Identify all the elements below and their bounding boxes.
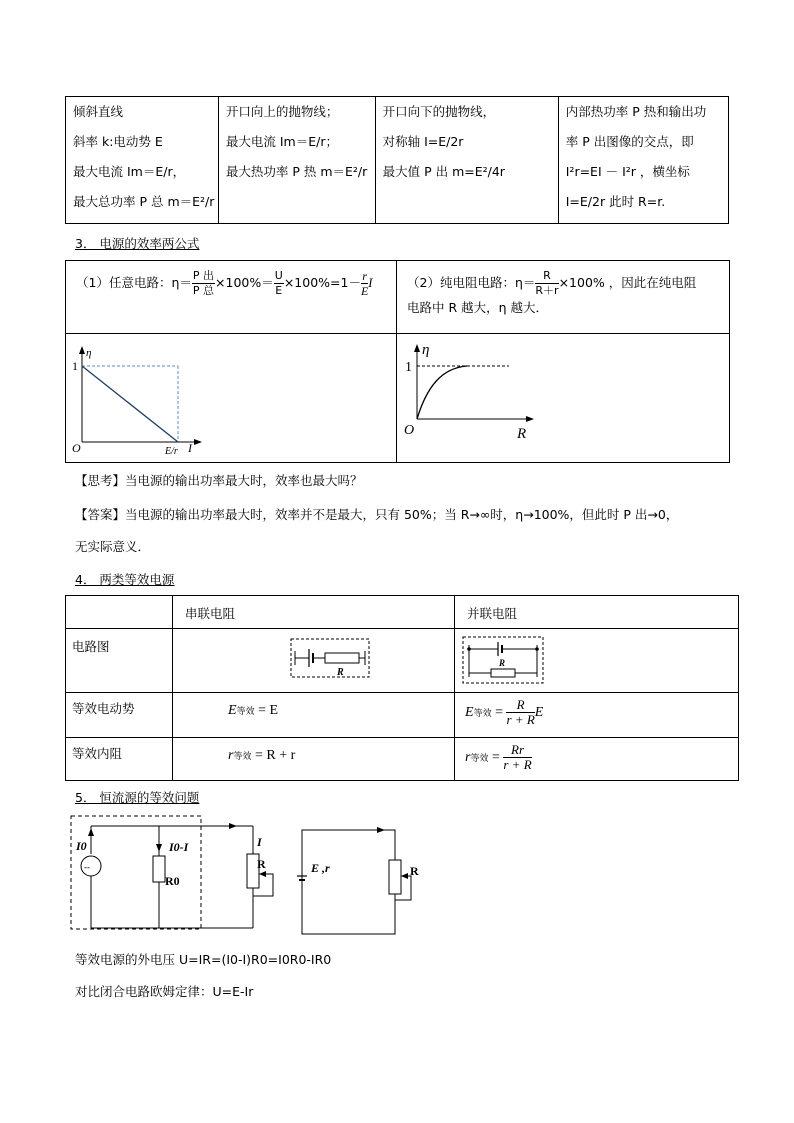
x-label: R [517, 426, 527, 442]
resistor [491, 669, 515, 677]
symbol-r: r [228, 748, 234, 763]
header-parallel: 并联电阻 [467, 606, 518, 621]
frac-den: r + R [506, 712, 535, 728]
y-label: η [86, 347, 92, 359]
x-axis-arrow [526, 416, 534, 422]
series-circuit-cell [173, 629, 455, 693]
symbol-E: E [534, 705, 544, 720]
frac-den: E [275, 284, 283, 297]
cell-downward-parabola [375, 97, 558, 224]
series-emf-cell [173, 693, 455, 738]
series-r-cell [173, 738, 455, 781]
formula-var: I [368, 276, 373, 290]
frac-num: R [535, 269, 558, 284]
text-line: 率 P 出图像的交点，即 [565, 134, 694, 149]
slider-arrow [401, 873, 408, 879]
origin-label: O [72, 441, 81, 455]
think-answer: 【答案】当电源的输出功率最大时，效率并不是最大，只有 50%；当 R→∞时，η→100%，但此时 P 出→0， [75, 507, 679, 522]
arrow-head [88, 828, 94, 836]
text-line: 最大电流 Im＝E/r； [225, 134, 338, 149]
cell-graph-linear [66, 334, 397, 463]
efficiency-vs-current-graph [66, 334, 396, 462]
row-label: 电路图 [72, 639, 110, 654]
think-answer-cont: 无实际意义． [75, 539, 151, 554]
cell-formula-general [66, 261, 397, 334]
section-heading: 4． 两类等效电源 [75, 572, 175, 587]
symbol-E: E [465, 705, 474, 720]
origin-label: O [404, 423, 415, 438]
resistor [325, 653, 359, 663]
header-cell-parallel [455, 596, 739, 629]
parallel-emf-cell: E等效 = $\frac{R}{r + R}$ E [455, 693, 739, 738]
x-axis-arrow [194, 439, 202, 445]
label-R0: R0 [165, 874, 180, 888]
text-line: 最大值 P 出 m=E²/4r [382, 164, 505, 179]
cell-upward-parabola [218, 97, 375, 224]
parallel-circuit-cell [455, 629, 739, 693]
header-cell-series [173, 596, 455, 629]
efficiency-line [82, 366, 178, 442]
series-r-value: = R + r [254, 748, 296, 763]
header-series: 串联电阻 [185, 606, 236, 621]
section-heading: 3． 电源的效率两公式 [75, 236, 200, 251]
text-line: 开口向下的抛物线， [382, 104, 496, 119]
text-line: 对称轴 I=E/2r [382, 134, 464, 149]
frac-num: R [506, 698, 534, 713]
y-tick: 1 [72, 359, 78, 373]
label-I0-minus-I: I0-I [169, 840, 189, 854]
efficiency-table [65, 260, 730, 463]
efficiency-vs-resistance-graph [397, 334, 729, 462]
rheostat [389, 860, 401, 894]
label-I: I [257, 835, 262, 849]
label-R2: R [410, 864, 419, 878]
formula-tail: ×100% ，因此在纯电阻 [558, 275, 697, 290]
resistor-label: R [337, 667, 344, 678]
label-R: R [257, 857, 266, 871]
parallel-r-cell: r等效 = $\frac{Rr}{r + R}$ [455, 738, 739, 781]
arrow-head [377, 827, 385, 833]
frac-den: r + R [503, 757, 532, 773]
rheostat-slider-wire [253, 874, 273, 896]
parallel-circuit-diagram [455, 629, 738, 692]
junction [467, 647, 471, 651]
text-line: 开口向上的抛物线； [225, 104, 339, 119]
row-label: 等效电动势 [72, 701, 135, 716]
label-Er: E ,r [311, 861, 330, 875]
y-axis-arrow [414, 344, 420, 352]
header-cell-empty [66, 596, 173, 629]
ohms-law-text: 对比闭合电路欧姆定律：U=E-Ir [75, 984, 254, 999]
constant-current-source-circuit [65, 812, 419, 942]
frac-den: E [360, 284, 369, 298]
cell-intersection [558, 97, 728, 224]
row-label-cell [66, 738, 173, 781]
junction [535, 647, 539, 651]
label-I0: I0 [76, 839, 87, 853]
subscript: 等效 [470, 753, 489, 763]
series-circuit-diagram [173, 629, 454, 692]
x-label: I [188, 441, 192, 455]
subscript: 等效 [233, 751, 252, 761]
formula-prefix: （1）任意电路：η＝ [76, 275, 192, 290]
symbol-r: r [465, 750, 471, 765]
section-heading: 5． 恒流源的等效问题 [75, 790, 200, 805]
frac-den: P 总 [192, 284, 215, 297]
text-line: 最大热功率 P 热 m＝E²/r [225, 164, 368, 179]
text-line: I²r=EI － I²r ，横坐标 [565, 164, 690, 179]
frac-num: Rr [503, 743, 531, 758]
resistor-label: R [499, 658, 506, 668]
formula-mid: ×100%＝ [215, 275, 274, 290]
y-label: η [422, 342, 430, 358]
row-label-cell [66, 629, 173, 693]
efficiency-curve [417, 366, 467, 419]
equivalent-source-table [65, 595, 739, 781]
resistor-R0 [153, 856, 165, 882]
formula-tail: ×100%=1－ [283, 275, 361, 290]
cell-line [66, 97, 219, 224]
cell-formula-resistive [397, 261, 730, 334]
y-tick: 1 [405, 360, 412, 375]
text-line: 斜率 k:电动势 E [73, 134, 163, 149]
summary-table [65, 96, 729, 224]
text-line: 倾斜直线 [73, 104, 124, 119]
row-label: 等效内阻 [72, 746, 123, 761]
arrow-head [229, 823, 237, 829]
x-tick: E/r [165, 446, 178, 457]
series-emf-value: = E [258, 703, 279, 718]
symbol-E: E [228, 703, 237, 718]
text-line: 最大总功率 P 总 m＝E²/r [73, 194, 215, 209]
formula-line2: 电路中 R 越大，η 越大． [407, 300, 549, 315]
slider-arrow [259, 871, 266, 877]
subscript: 等效 [473, 708, 492, 718]
frac-num: P 出 [192, 269, 215, 282]
circuit-loop [302, 830, 395, 934]
think-question: 【思考】当电源的输出功率最大时，效率也最大吗？ [75, 473, 363, 488]
subscript: 等效 [236, 706, 255, 716]
frac-num: r [362, 269, 367, 283]
row-label-cell [66, 693, 173, 738]
equivalent-voltage-text: 等效电源的外电压 U=IR=(I0-I)R0=I0R0-IR0 [75, 952, 332, 967]
current-source-sign: -- [84, 862, 90, 872]
arrow-head [156, 844, 162, 852]
text-line: 内部热功率 P 热和输出功 [565, 104, 707, 119]
y-axis-arrow [79, 346, 85, 354]
text-line: 最大电流 Im＝E/r， [73, 164, 186, 179]
frac-den: R＋r [535, 284, 559, 297]
formula-prefix: （2）纯电阻电路：η＝ [407, 275, 536, 290]
frac-num: U [274, 269, 283, 282]
text-line: I=E/2r 此时 R=r. [565, 194, 666, 209]
cell-graph-curve [397, 334, 730, 463]
